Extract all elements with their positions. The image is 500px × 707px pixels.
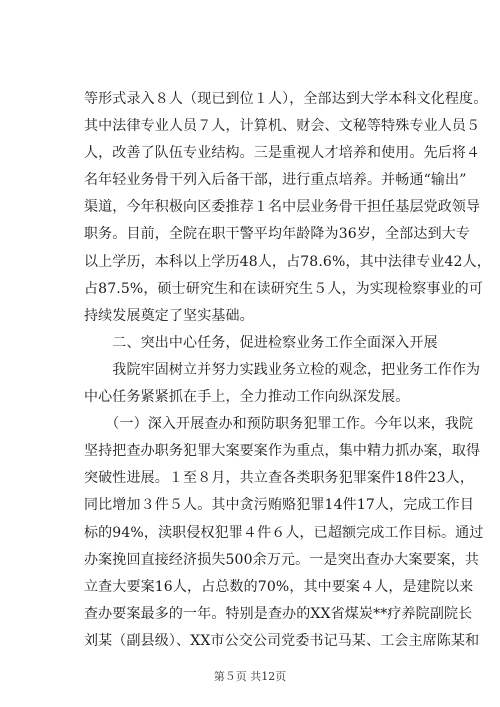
text-line: 查办要案最多的一年。特别是查办的XX省煤炭**疗养院副院长 (84, 605, 473, 622)
text-line: 持续发展奠定了坚实基础。 (84, 307, 254, 324)
subsection-heading: （一）深入开展查办和预防职务犯罪工作。今年以来，我院 (84, 416, 474, 433)
text-line: 同比增加３件５人。其中贪污贿赂犯罪14件17人，完成工作目 (84, 497, 474, 514)
text-line: 占87.5%，硕士研究生和在读研究生５人，为实现检察事业的可 (84, 280, 483, 297)
body-text (84, 86, 491, 655)
section-heading: 二、突出中心任务，促进检察业务工作全面深入开展 (84, 334, 438, 351)
text-line: 等形式录入８人（现已到位１人），全部达到大学本科文化程度。 (84, 91, 488, 107)
text-line: 人，改善了队伍专业结构。三是重视人才培养和使用。先后将４ (84, 145, 481, 162)
text-line: 办案挽回直接经济损失500余万元。一是突出查办大案要案，共 (84, 551, 480, 568)
text-line: 我院牢固树立并努力实践业务立检的观念，把业务工作作为 (84, 361, 481, 378)
text-line: 渠道，今年积极向区委推荐１名中层业务骨干担任基层党政领导 (84, 199, 481, 216)
text-line: 其中法律专业人员７人，计算机、财会、文秘等特殊专业人员５ (84, 118, 481, 135)
text-line: 中心任务紧紧抓在手上，全力推动工作向纵深发展。 (84, 389, 410, 406)
text-line: 标的94%，渎职侵权犯罪４件６人，已超额完成工作目标。通过 (84, 524, 484, 541)
text-line: 立查大要案16人，占总数的70%，其中要案４人，是建院以来 (84, 578, 474, 595)
text-line: 刘某（副县级）、XX市公交公司党委书记马某、工会主席陈某和 (84, 632, 480, 649)
text-line: 以上学历，本科以上学历48人，占78.6%，其中法律专业42人， (84, 253, 491, 270)
text-line: 坚持把查办职务犯罪大案要案作为重点，集中精力抓办案，取得 (84, 443, 481, 460)
text-line: 突破性进展。１至８月，共立查各类职务犯罪案件18件23人， (84, 470, 474, 487)
page-number-label: 第５页 共12页 (213, 670, 287, 683)
page-footer (0, 670, 500, 684)
text-line: 名年轻业务骨干列入后备干部，进行重点培养。并畅通“输出” (84, 172, 467, 189)
text-line: 职务。目前，全院在职干警平均年龄降为36岁，全部达到大专 (84, 226, 471, 243)
